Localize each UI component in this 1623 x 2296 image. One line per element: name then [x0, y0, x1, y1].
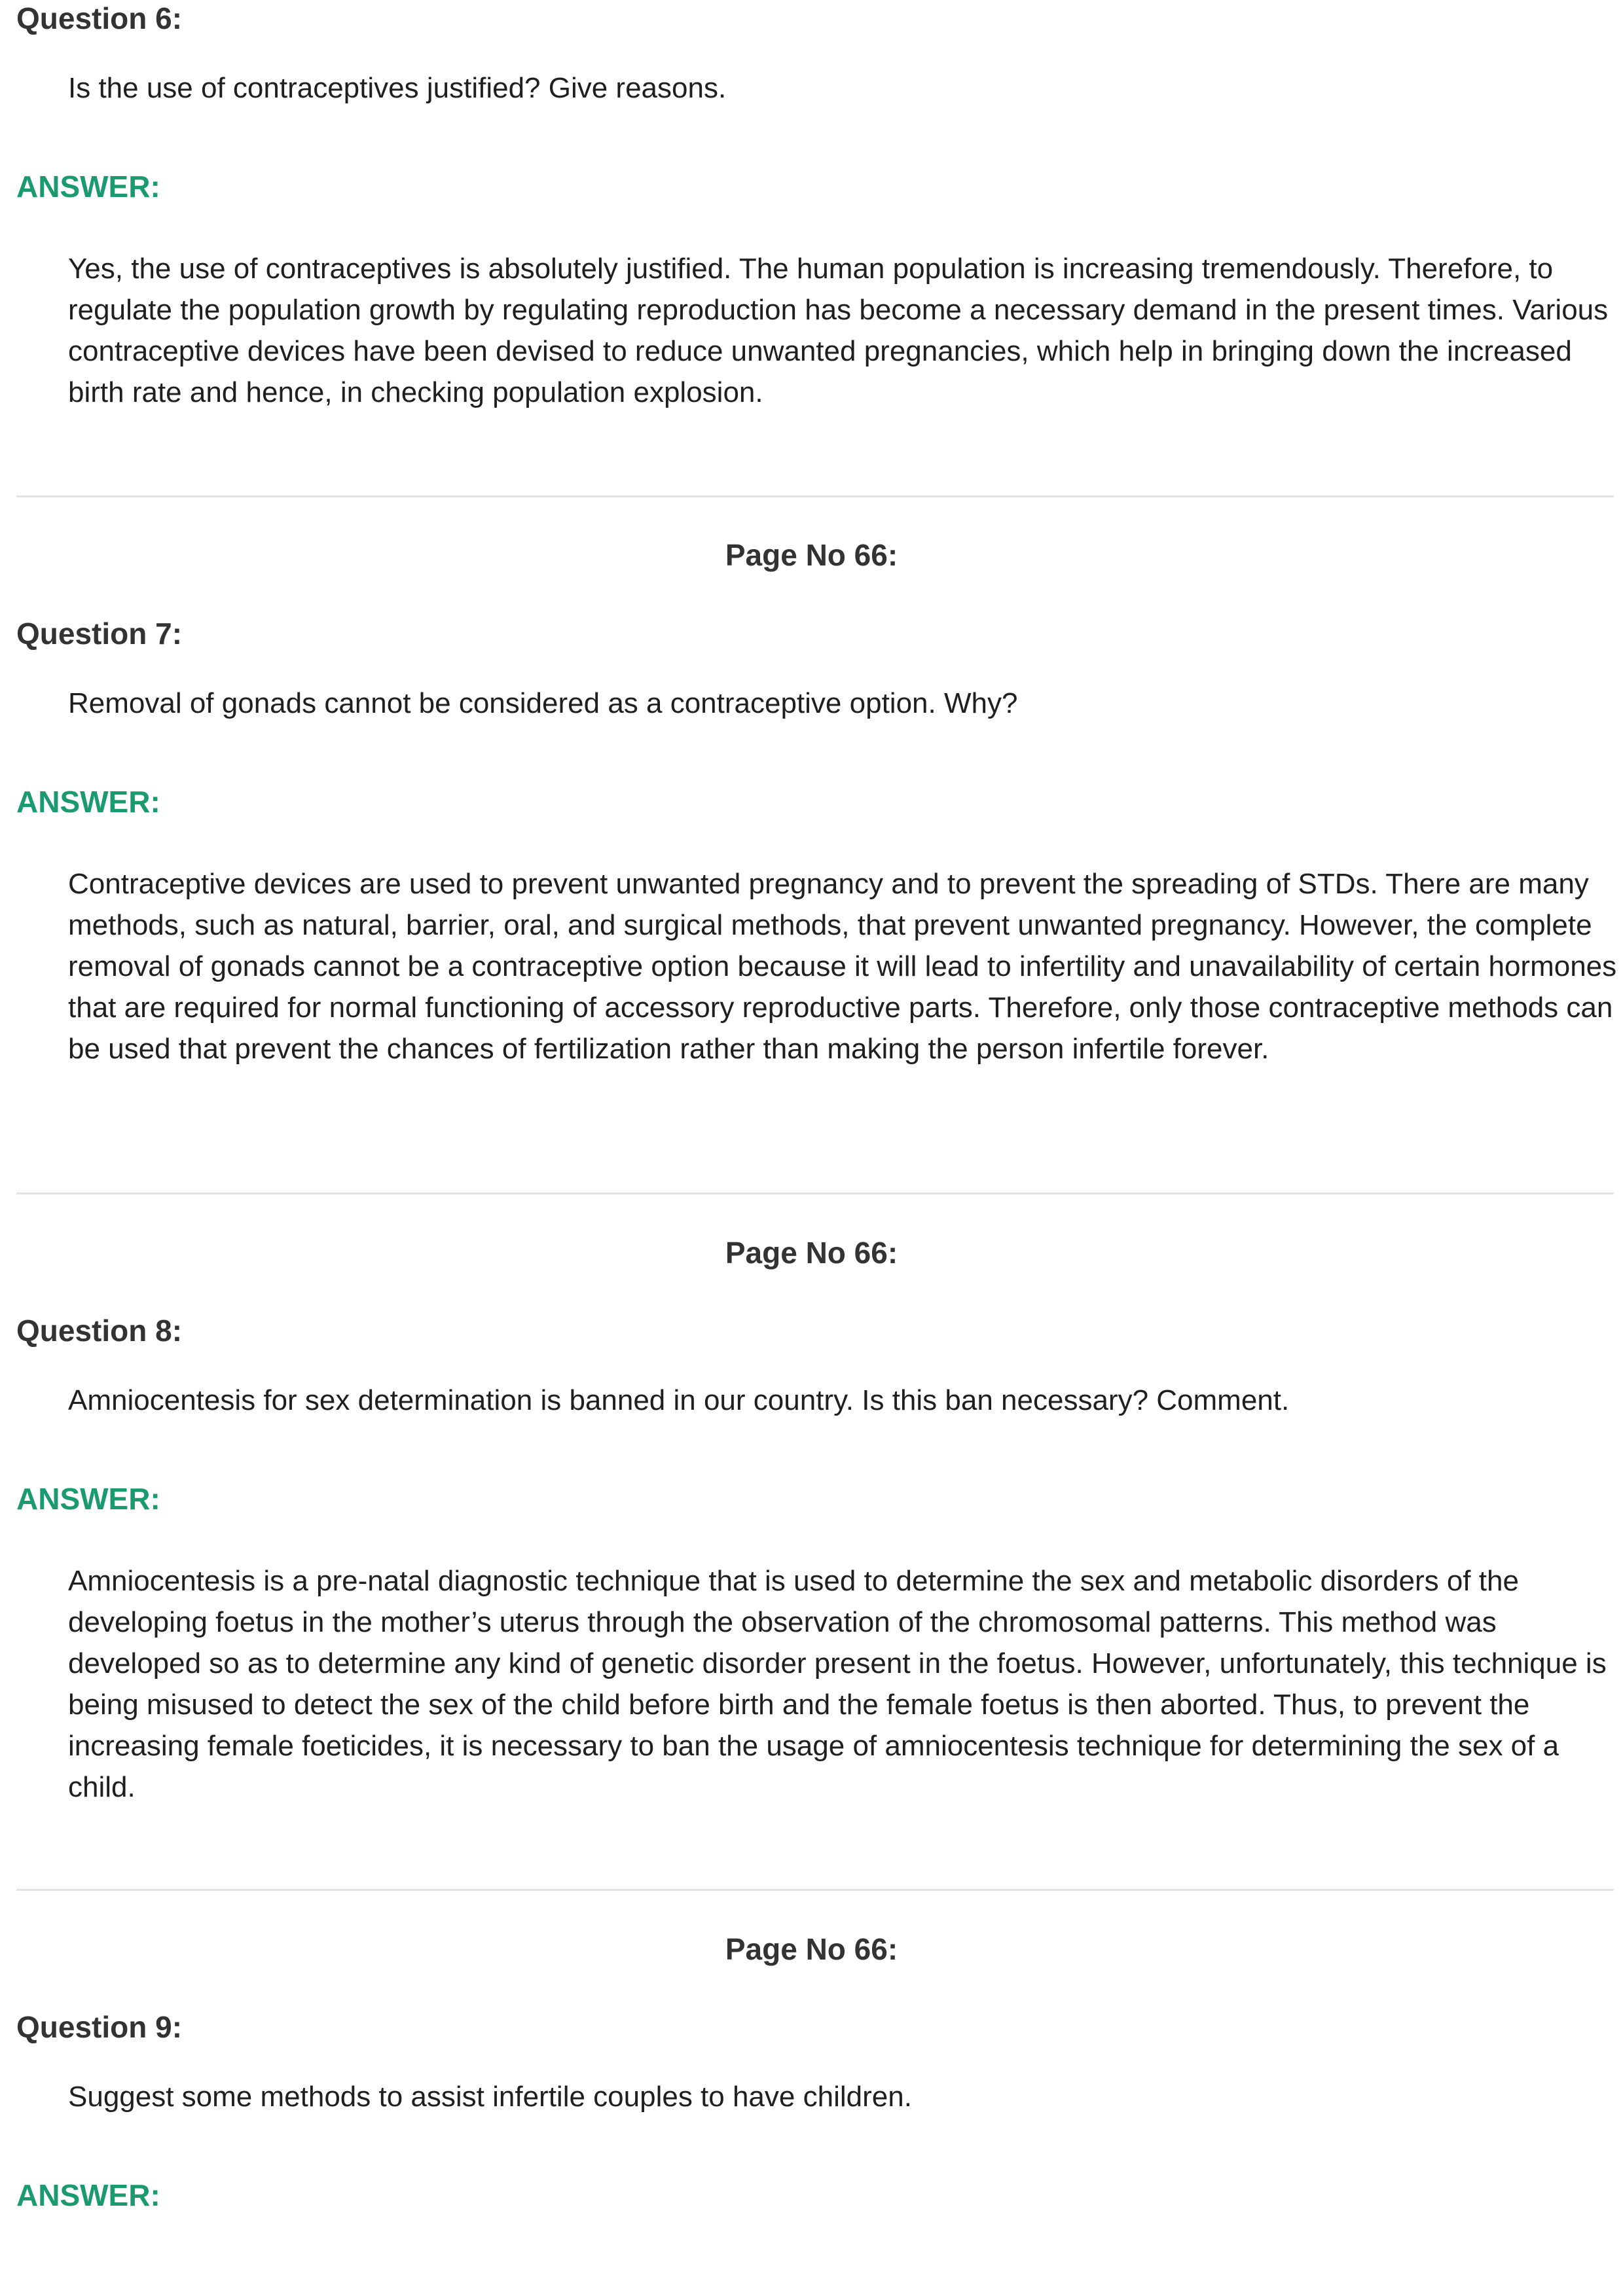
- section-divider: [16, 495, 1614, 497]
- page-number-heading: Page No 66:: [725, 1236, 898, 1270]
- question-7-text: Removal of gonads cannot be considered as a contraceptive option. Why?: [68, 687, 1018, 719]
- question-7-label: Question 7:: [16, 617, 183, 651]
- answer-9-label: ANSWER:: [16, 2178, 160, 2212]
- page-number-heading: Page No 66:: [725, 538, 898, 572]
- answer-7-label: ANSWER:: [16, 785, 160, 819]
- answer-6-label: ANSWER:: [16, 170, 160, 204]
- question-8-text: Amniocentesis for sex determination is banned in our country. Is this ban necessary? Comment.: [68, 1384, 1290, 1416]
- answer-8-label: ANSWER:: [16, 1482, 160, 1516]
- section-divider: [16, 1193, 1614, 1194]
- answer-8-text: Amniocentesis is a pre-natal diagnostic technique that is used to determine the sex and metabolic disorders of the developing foetus in the mother’s uterus through the observation of the chromosomal patterns. This method was developed so as to determine any kind of genetic disorder present in the foetus. However, unfortunately, this technique is being misused to detect the sex of the child before birth and the female foetus is then aborted. Thus, to prevent the increasing female foeticides, it is necessary to ban the usage of amniocentesis technique for determining the sex of a child.: [68, 1565, 1607, 1803]
- question-8-label: Question 8:: [16, 1314, 183, 1348]
- answer-7-text: Contraceptive devices are used to prevent unwanted pregnancy and to prevent the spreading of STDs. There are many methods, such as natural, barrier, oral, and surgical methods, that prevent unwanted pregnancy. However, the complete removal of gonads cannot be a contraceptive option because it will lead to infertility and unavailability of certain hormones that are required for normal functioning of accessory reproductive parts. Therefore, only those contraceptive methods can be used that prevent the chances of fertilization rather than making the person infertile forever.: [68, 868, 1617, 1065]
- section-divider: [16, 1889, 1614, 1891]
- question-9-label: Question 9:: [16, 2010, 183, 2044]
- question-9-text: Suggest some methods to assist infertile couples to have children.: [68, 2081, 912, 2113]
- answer-6-text: Yes, the use of contraceptives is absolutely justified. The human population is increasing tremendously. Therefore, to regulate the population growth by regulating reproduction has become a necessary demand in the present times. Various contraceptive devices have been devised to reduce unwanted pregnancies, which help in bringing down the increased birth rate and hence, in checking population explosion.: [68, 253, 1609, 408]
- question-6-text: Is the use of contraceptives justified? Give reasons.: [68, 72, 727, 104]
- page-number-heading: Page No 66:: [725, 1932, 898, 1966]
- question-6-label: Question 6:: [16, 1, 183, 35]
